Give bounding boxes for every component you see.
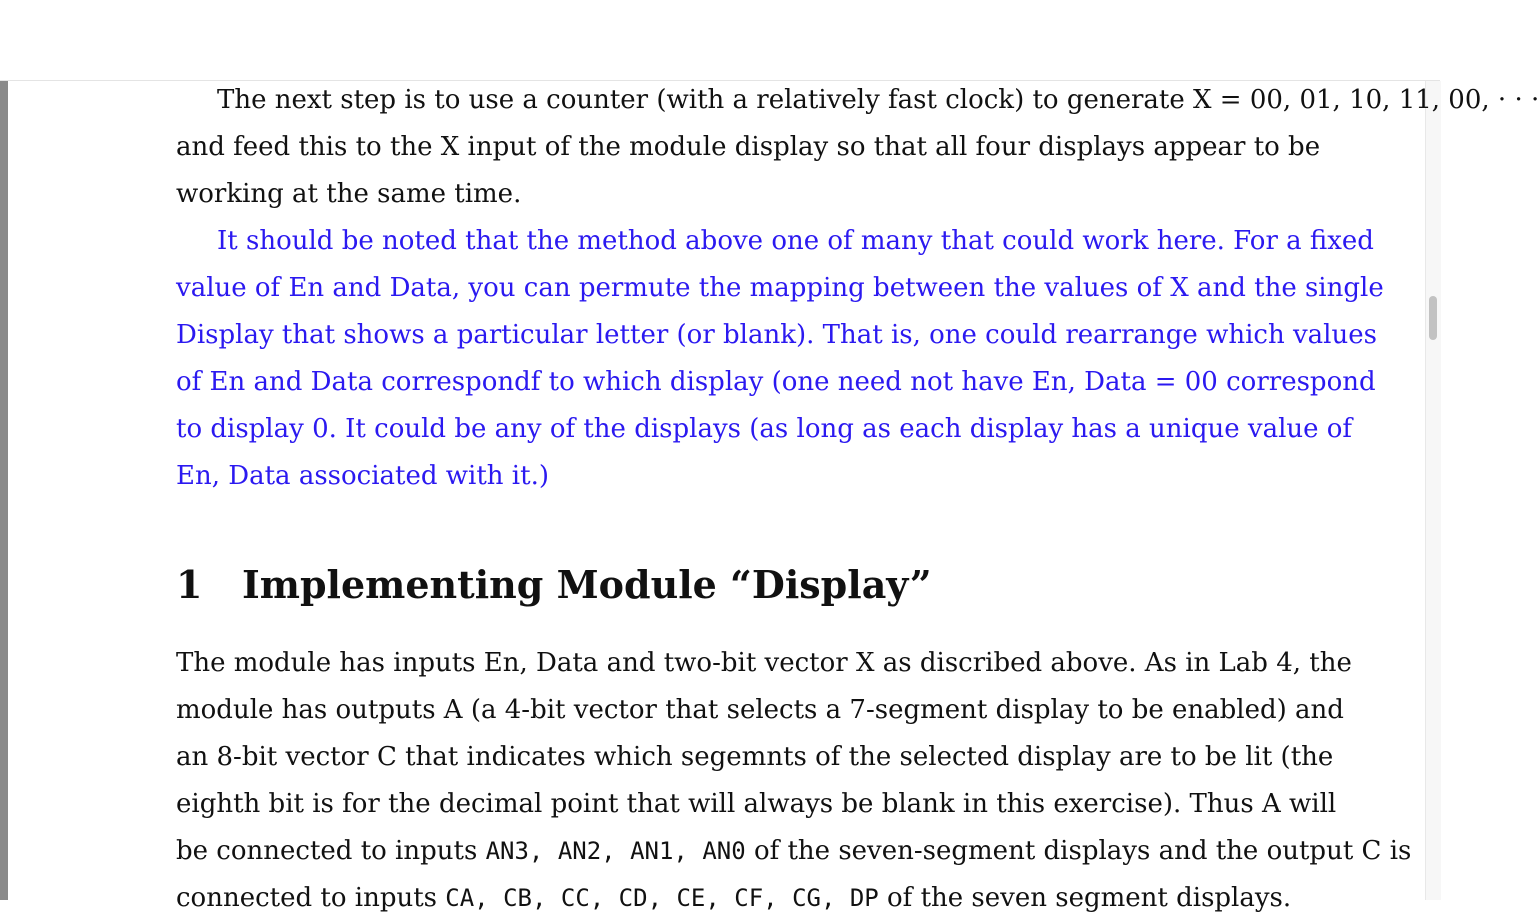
section-heading xyxy=(176,561,932,609)
scrollbar-thumb[interactable] xyxy=(1429,296,1437,340)
para3-line-5-pre: be connected to inputs xyxy=(176,836,478,866)
note-line-4: of En and Data correspondf to which display (one need not have En, Data = 00 correspond xyxy=(176,367,1376,397)
left-page-edge xyxy=(0,81,8,900)
para1-line-2: and feed this to the X input of the module display so that all four displays appear to be xyxy=(176,132,1321,162)
section-title: Implementing Module “Display” xyxy=(242,562,932,607)
note-line-1: It should be noted that the method above one of many that could work here. For a fixed xyxy=(217,226,1374,256)
para3-line-2: module has outputs A (a 4-bit vector that selects a 7-segment display to be enabled) and xyxy=(176,695,1344,725)
para3-line-6 xyxy=(176,880,1291,916)
anode-inputs-code: AN3, AN2, AN1, AN0 xyxy=(485,837,746,865)
note-line-2: value of En and Data, you can permute the mapping between the values of X and the single xyxy=(176,273,1384,303)
para3-line-6-pre: connected to inputs xyxy=(176,883,438,913)
viewer-toolbar xyxy=(0,0,1440,81)
note-line-5: to display 0. It could be any of the displays (as long as each display has a unique value of xyxy=(176,414,1353,444)
para3-line-5-post: of the seven-segment displays and the output C is xyxy=(753,836,1412,866)
para1-line-1: The next step is to use a counter (with a relatively fast clock) to generate X = 00, 01, 10, 11, 00, · · · xyxy=(217,85,1539,115)
para3-line-4: eighth bit is for the decimal point that will always be blank in this exercise). Thus A will xyxy=(176,789,1337,819)
vertical-scrollbar[interactable] xyxy=(1425,81,1441,900)
section-number: 1 xyxy=(176,562,203,607)
document-page xyxy=(176,81,1539,913)
note-line-6: En, Data associated with it.) xyxy=(176,461,549,491)
para3-line-5 xyxy=(176,833,1412,869)
cathode-inputs-code: CA, CB, CC, CD, CE, CF, CG, DP xyxy=(445,884,879,912)
para3-line-1: The module has inputs En, Data and two-bit vector X as discribed above. As in Lab 4, the xyxy=(176,648,1352,678)
para1-line-3: working at the same time. xyxy=(176,179,522,209)
para3-line-3: an 8-bit vector C that indicates which segemnts of the selected display are to be lit (the xyxy=(176,742,1334,772)
para3-line-6-post: of the seven segment displays. xyxy=(887,883,1292,913)
note-line-3: Display that shows a particular letter (or blank). That is, one could rearrange which values xyxy=(176,320,1377,350)
